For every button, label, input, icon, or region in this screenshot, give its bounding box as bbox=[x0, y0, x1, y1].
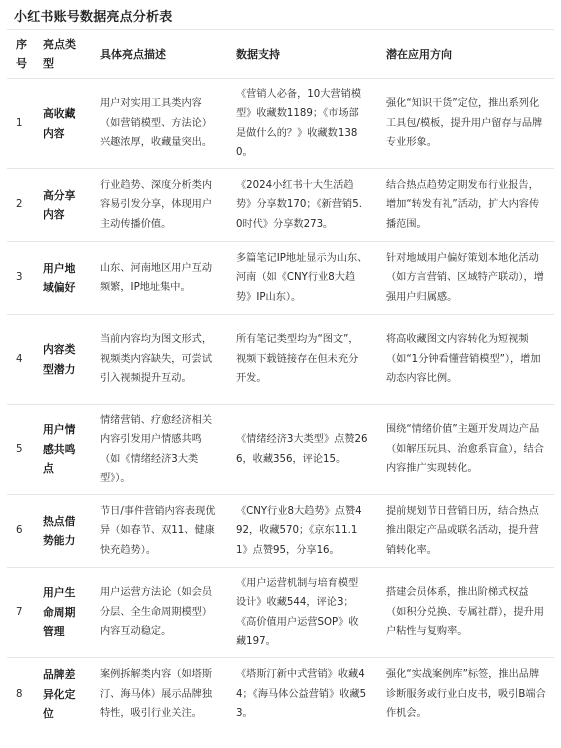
cell-type: 用户地域偏好 bbox=[33, 242, 90, 315]
cell-desc: 情绪营销、疗愈经济相关内容引发用户情感共鸣（如《情绪经济3大类型》）。 bbox=[90, 405, 226, 495]
highlights-table bbox=[7, 29, 554, 731]
cell-app: 围绕“情绪价值”主题开发周边产品（如解压玩具、治愈系盲盒），结合内容推广实现转化。 bbox=[376, 405, 554, 495]
cell-data: 《2024小红书十大生活趋势》分享数170；《新营销5.0时代》分享数273。 bbox=[226, 169, 376, 242]
page-title: 小红书账号数据亮点分析表 bbox=[14, 10, 173, 25]
cell-num: 1 bbox=[7, 79, 33, 169]
cell-data: 《用户运营机制与培育模型设计》收藏544，评论3；《高价值用户运营SOP》收藏197。 bbox=[226, 568, 376, 658]
cell-data: 所有笔记类型均为“图文”，视频下载链接存在但未充分开发。 bbox=[226, 315, 376, 405]
header-type: 亮点类型 bbox=[33, 30, 90, 79]
cell-app: 针对地域用户偏好策划本地化活动（如方言营销、区域特产联动），增强用户归属感。 bbox=[376, 242, 554, 315]
cell-num: 6 bbox=[7, 495, 33, 568]
cell-type: 用户生命周期管理 bbox=[33, 568, 90, 658]
cell-app: 强化“知识干货”定位，推出系列化工具包/模板，提升用户留存与品牌专业形象。 bbox=[376, 79, 554, 169]
cell-desc: 当前内容均为图文形式，视频类内容缺失，可尝试引入视频提升互动。 bbox=[90, 315, 226, 405]
cell-num: 7 bbox=[7, 568, 33, 658]
cell-type: 热点借势能力 bbox=[33, 495, 90, 568]
cell-app: 搭建会员体系，推出阶梯式权益（如积分兑换、专属社群），提升用户粘性与复购率。 bbox=[376, 568, 554, 658]
cell-type: 品牌差异化定位 bbox=[33, 658, 90, 731]
cell-num: 5 bbox=[7, 405, 33, 495]
table-row bbox=[7, 315, 554, 405]
header-desc: 具体亮点描述 bbox=[90, 30, 226, 79]
table-row bbox=[7, 79, 554, 169]
header-app: 潜在应用方向 bbox=[376, 30, 554, 79]
cell-num: 8 bbox=[7, 658, 33, 731]
cell-desc: 山东、河南地区用户互动频繁，IP地址集中。 bbox=[90, 242, 226, 315]
cell-desc: 用户运营方法论（如会员分层、全生命周期模型）内容互动稳定。 bbox=[90, 568, 226, 658]
cell-num: 3 bbox=[7, 242, 33, 315]
cell-type: 内容类型潜力 bbox=[33, 315, 90, 405]
cell-app: 提前规划节日营销日历，结合热点推出限定产品或联名活动，提升营销转化率。 bbox=[376, 495, 554, 568]
table-row bbox=[7, 242, 554, 315]
table-row bbox=[7, 495, 554, 568]
cell-type: 用户情感共鸣点 bbox=[33, 405, 90, 495]
cell-type: 高收藏内容 bbox=[33, 79, 90, 169]
cell-data: 《CNY行业8大趋势》点赞492，收藏570；《京东11.11》点赞95，分享16。 bbox=[226, 495, 376, 568]
cell-desc: 案例拆解类内容（如塔斯汀、海马体）展示品牌独特性，吸引行业关注。 bbox=[90, 658, 226, 731]
cell-desc: 行业趋势、深度分析类内容易引发分享，体现用户主动传播价值。 bbox=[90, 169, 226, 242]
table-row bbox=[7, 169, 554, 242]
cell-type: 高分享内容 bbox=[33, 169, 90, 242]
cell-desc: 用户对实用工具类内容（如营销模型、方法论）兴趣浓厚，收藏量突出。 bbox=[90, 79, 226, 169]
table-row bbox=[7, 568, 554, 658]
cell-num: 2 bbox=[7, 169, 33, 242]
cell-app: 将高收藏图文内容转化为短视频（如“1分钟看懂营销模型”），增加动态内容比例。 bbox=[376, 315, 554, 405]
header-data: 数据支持 bbox=[226, 30, 376, 79]
header-num: 序号 bbox=[7, 30, 33, 79]
cell-data: 《情绪经济3大类型》点赞266，收藏356，评论15。 bbox=[226, 405, 376, 495]
cell-num: 4 bbox=[7, 315, 33, 405]
cell-data: 《营销人必备，10大营销模型》收藏数1189；《市场部是做什么的？》收藏数1380。 bbox=[226, 79, 376, 169]
table-row bbox=[7, 658, 554, 731]
cell-data: 《塔斯汀新中式营销》收藏44；《海马体公益营销》收藏53。 bbox=[226, 658, 376, 731]
table-header-row bbox=[7, 30, 554, 79]
cell-data: 多篇笔记IP地址显示为山东、河南（如《CNY行业8大趋势》IP山东）。 bbox=[226, 242, 376, 315]
cell-desc: 节日/事件营销内容表现优异（如春节、双11、健康快充趋势）。 bbox=[90, 495, 226, 568]
cell-app: 强化“实战案例库”标签，推出品牌诊断服务或行业白皮书，吸引B端合作机会。 bbox=[376, 658, 554, 731]
cell-app: 结合热点趋势定期发布行业报告，增加“转发有礼”活动，扩大内容传播范围。 bbox=[376, 169, 554, 242]
table-row bbox=[7, 405, 554, 495]
